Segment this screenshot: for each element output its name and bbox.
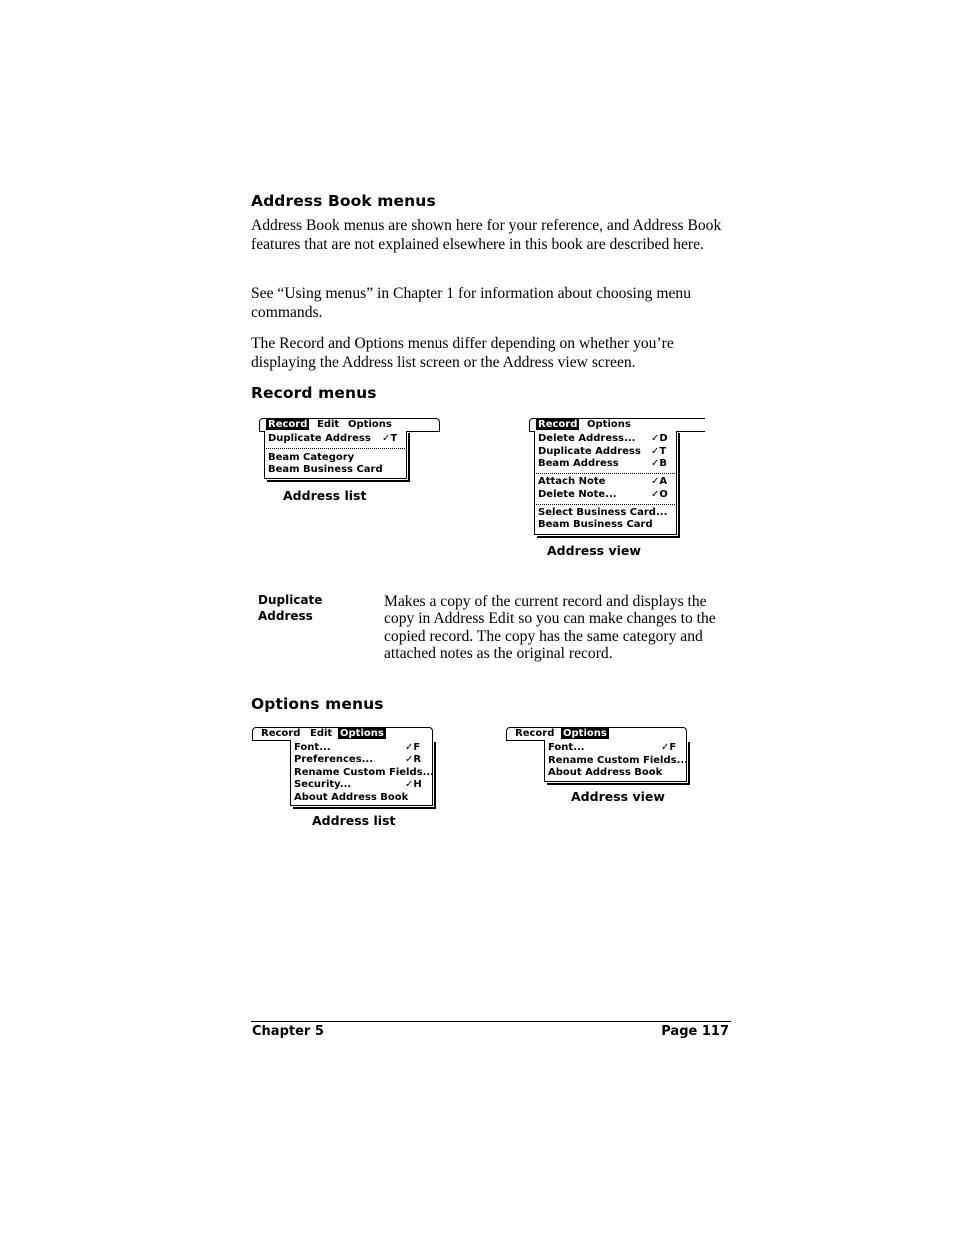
- menu-tab-edit[interactable]: Edit: [317, 419, 340, 430]
- options-menu-address-view: [506, 727, 688, 785]
- menu-item-font[interactable]: Font...: [294, 742, 331, 753]
- intro-paragraph-2: See “Using menus” in Chapter 1 for information about choosing menu commands.: [251, 285, 691, 321]
- menu-item-preferences[interactable]: Preferences...: [294, 754, 374, 765]
- definition-description: Makes a copy of the current record and displays the copy in Address Edit so you can make changes to the copied record. The copy has the same category and attached notes as the original record.: [384, 593, 716, 662]
- options-menus-title: Options menus: [251, 695, 384, 713]
- shortcut-label: ✓O: [651, 489, 668, 500]
- footer-chapter: Chapter 5: [252, 1024, 324, 1039]
- menu-tab-record[interactable]: Record: [268, 419, 308, 430]
- menu-item-security[interactable]: Security...: [294, 779, 352, 790]
- footer-rule: [251, 1021, 731, 1022]
- menu-item-font[interactable]: Font...: [548, 742, 585, 753]
- caption-address-view: Address view: [547, 543, 641, 558]
- intro-paragraph-3: The Record and Options menus differ depending on whether you’re displaying the Address list screen or the Address view screen.: [251, 335, 674, 371]
- shortcut-label: ✓T: [382, 433, 398, 444]
- menu-tab-options[interactable]: Options: [563, 728, 607, 739]
- record-menu-address-list: [259, 418, 441, 482]
- menu-item-rename-custom-fields[interactable]: Rename Custom Fields...: [548, 755, 688, 766]
- term-line-2: Address: [258, 609, 313, 623]
- shortcut-label: ✓B: [651, 458, 668, 469]
- menu-tab-record[interactable]: Record: [538, 419, 578, 430]
- menu-item-duplicate-address[interactable]: Duplicate Address: [268, 433, 371, 444]
- record-menus-title: Record menus: [251, 384, 377, 402]
- footer-page-number: Page 117: [661, 1024, 729, 1039]
- menu-item-about-address-book[interactable]: About Address Book: [548, 767, 663, 778]
- menu-tab-edit[interactable]: Edit: [310, 728, 333, 739]
- menu-separator: [536, 473, 675, 474]
- options-menu-address-list: [252, 727, 434, 809]
- menu-tab-record[interactable]: Record: [515, 728, 555, 739]
- menu-tab-record[interactable]: Record: [261, 728, 301, 739]
- shortcut-label: ✓R: [405, 754, 422, 765]
- menu-item-beam-business-card[interactable]: Beam Business Card: [538, 519, 653, 530]
- shortcut-label: ✓F: [661, 742, 677, 753]
- menu-tab-options[interactable]: Options: [340, 728, 384, 739]
- menu-item-delete-address[interactable]: Delete Address...: [538, 433, 636, 444]
- intro-paragraph-1: Address Book menus are shown here for your reference, and Address Book features that are not explained elsewhere in this book are described here.: [251, 217, 722, 253]
- menu-separator: [536, 504, 675, 505]
- record-menu-address-view: [529, 418, 705, 538]
- term-line-1: Duplicate: [258, 593, 323, 607]
- menu-item-select-business-card[interactable]: Select Business Card...: [538, 507, 668, 518]
- shortcut-label: ✓D: [651, 433, 668, 444]
- menu-tab-options[interactable]: Options: [587, 419, 631, 430]
- definition-term: [258, 592, 368, 624]
- caption-address-list: Address list: [312, 813, 396, 828]
- menu-item-rename-custom-fields[interactable]: Rename Custom Fields...: [294, 767, 434, 778]
- shortcut-label: ✓H: [405, 779, 422, 790]
- menu-item-attach-note[interactable]: Attach Note: [538, 476, 606, 487]
- menu-tab-options[interactable]: Options: [348, 419, 392, 430]
- menu-item-beam-category[interactable]: Beam Category: [268, 452, 355, 463]
- menu-item-about-address-book[interactable]: About Address Book: [294, 792, 409, 803]
- menu-item-delete-note[interactable]: Delete Note...: [538, 489, 617, 500]
- menu-item-beam-address[interactable]: Beam Address: [538, 458, 619, 469]
- shortcut-label: ✓F: [405, 742, 421, 753]
- shortcut-label: ✓T: [651, 446, 667, 457]
- caption-address-view: Address view: [571, 789, 665, 804]
- menu-item-duplicate-address[interactable]: Duplicate Address: [538, 446, 641, 457]
- menu-separator: [266, 448, 405, 449]
- shortcut-label: ✓A: [651, 476, 668, 487]
- menu-item-beam-business-card[interactable]: Beam Business Card: [268, 464, 383, 475]
- caption-address-list: Address list: [283, 488, 367, 503]
- section-title: Address Book menus: [251, 192, 436, 210]
